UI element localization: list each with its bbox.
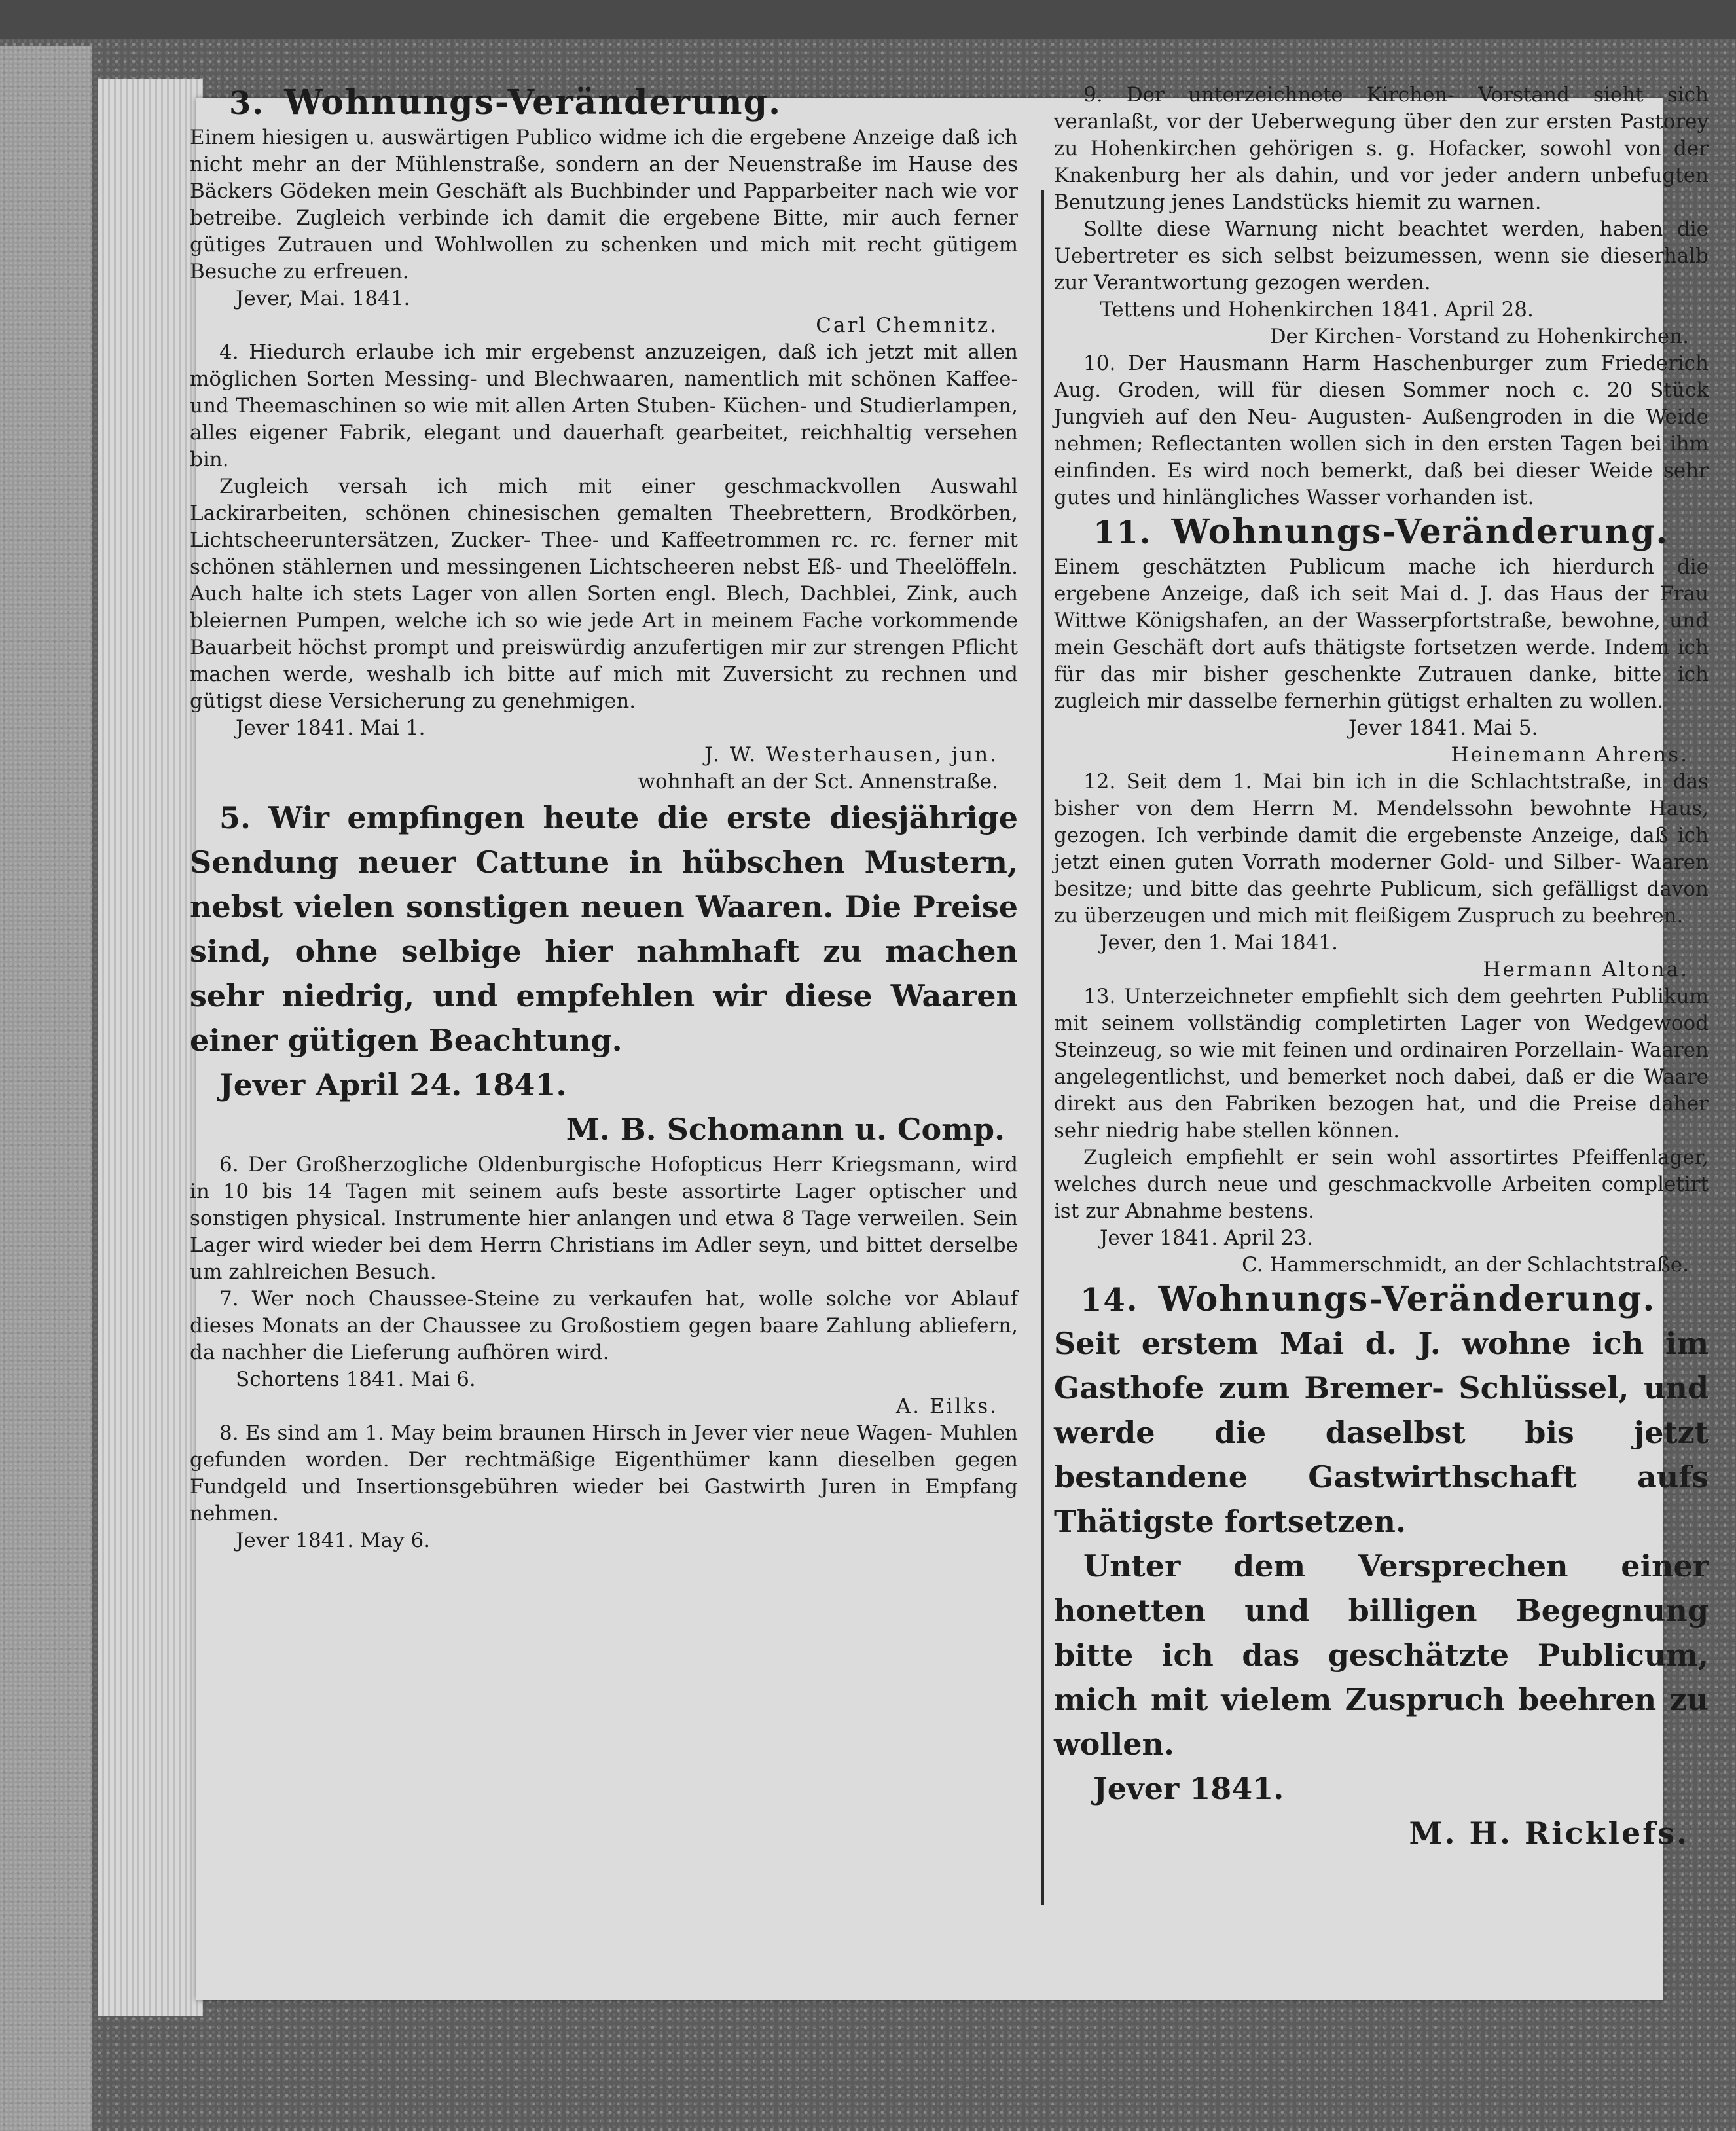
ad-7-place: Schortens 1841. Mai 6. <box>236 1368 476 1391</box>
ad-3-number: 3. <box>229 85 265 122</box>
ad-10-text: 10. Der Hausmann Harm Haschenburger zum Friederich Aug. Groden, will für diesen Sommer noch c. 20 Stück Jungvieh auf den Neu- Augusten- Außengroden in die Weide nehmen; Reflectanten wollen sich in den ersten Tagen bei ihm einfinden. Es wird noch bemerkt, daß bei dieser Weide sehr gutes und hinlängliches Wasser vorhanden ist. <box>1054 352 1709 509</box>
ad-8 <box>190 1420 1018 1554</box>
ad-14-title: Wohnungs-Veränderung. <box>1158 1279 1656 1319</box>
ad-11-signature: Heinemann Ahrens. <box>1451 743 1689 767</box>
ad-7-signature: A. Eilks. <box>895 1394 998 1418</box>
ad-12-text: 12. Seit dem 1. Mai bin ich in die Schlachtstraße, in das bisher von dem Herrn M. Mendelssohn bewohnte Haus, gezogen. Ich verbinde damit die ergebenste Anzeige, daß ich jetzt einen guten Vorrath moderner Gold- und Silber- Waaren besitze; und bitte das geehrte Publicum, sich gefälligst davon zu überzeugen und mich mit fleißigem Zuspruch zu beehren. <box>1054 770 1709 928</box>
ad-7-text: 7. Wer noch Chaussee-Steine zu verkaufen hat, wolle solche vor Ablauf dieses Monats an der Chaussee zu Großostiem gegen baare Zahlung abliefern, da nachher die Lieferung aufhören wird. <box>190 1287 1018 1364</box>
ad-6-text: 6. Der Großherzogliche Oldenburgische Hofopticus Herr Kriegsmann, wird in 10 bis 14 Tagen mit seinem aufs beste assortirte Lager optischer und sonstigen physical. Instrumente hier anlangen und etwa 8 Tage verweilen. Sein Lager wird wieder bei dem Herrn Christians im Adler seyn, und bittet derselbe um zahlreichen Besuch. <box>190 1153 1018 1284</box>
ad-11-text: Einem geschätzten Publicum mache ich hierdurch die ergebene Anzeige, daß ich seit Mai d. J. das Haus der Frau Wittwe Königshafen, an der Wasserpfortstraße, bewohne, und mein Geschäft dort aufs thätigste fortsetzen werde. Indem ich für das mir bisher geschenkte Zutrauen danke, bitte ich zugleich mir dasselbe fernerhin gütigst erhalten zu wollen. <box>1054 555 1709 713</box>
ad-10 <box>1054 350 1709 511</box>
right-column <box>1054 82 1709 1855</box>
ad-13-text-1: 13. Unterzeichneter empfiehlt sich dem geehrten Publikum mit seinem vollständig completirten Lager von Wedgewood Steinzeug, so wie mit feinen und ordinairen Porzellain- Waaren angelegentlichst, und bemerket noch dabei, daß er die Waare direkt aus den Fabriken bezogen hat, und die Preise daher sehr niedrig habe stellen können. <box>1054 985 1709 1142</box>
ad-9 <box>1054 82 1709 350</box>
ad-4-address: wohnhaft an der Sct. Annenstraße. <box>638 770 998 793</box>
column-rule <box>1041 190 1044 1905</box>
ad-9-place: Tettens und Hohenkirchen 1841. April 28. <box>1100 298 1534 321</box>
ad-3-place: Jever, Mai. 1841. <box>236 287 410 310</box>
ad-8-text: 8. Es sind am 1. May beim braunen Hirsch in Jever vier neue Wagen- Muhlen gefunden worden. Der rechtmäßige Eigenthümer kann dieselben gegen Fundgeld und Insertionsgebühren wieder bei Gastwirth Juren in Empfang nehmen. <box>190 1421 1018 1525</box>
book-spine-strip <box>0 46 92 2131</box>
ad-3-signature: Carl Chemnitz. <box>816 314 998 337</box>
left-column <box>190 82 1018 1554</box>
page-edges <box>98 79 203 2016</box>
ad-13-text-2: Zugleich empfiehlt er sein wohl assortirtes Pfeiffenlager, welches durch neue und geschmackvolle Arbeiten completirt ist zur Abnahme bestens. <box>1054 1146 1709 1223</box>
ad-11 <box>1054 511 1709 769</box>
ad-4-text-1: 4. Hiedurch erlaube ich mir ergebenst anzuzeigen, daß ich jetzt mit allen möglichen Sorten Messing- und Blechwaaren, namentlich mit schönen Kaffee- und Theemaschinen so wie mit allen Arten Stuben- Küchen- und Studierlampen, alles eigener Fabrik, elegant und dauerhaft gearbeitet, reichhaltig versehen bin. <box>190 340 1018 471</box>
ad-13-place: Jever 1841. April 23. <box>1100 1226 1313 1250</box>
ad-12-place: Jever, den 1. Mai 1841. <box>1100 931 1338 955</box>
ad-4-signature: J. W. Westerhausen, jun. <box>704 743 998 767</box>
ad-5 <box>190 795 1018 1152</box>
ad-14-place: Jever 1841. <box>1093 1771 1284 1806</box>
ad-12-signature: Hermann Altona. <box>1483 958 1689 981</box>
ad-9-signature: Der Kirchen- Vorstand zu Hohenkirchen. <box>1269 325 1689 348</box>
ad-14-text-1: Seit erstem Mai d. J. wohne ich im Gasthofe zum Bremer- Schlüssel, und werde die daselbst bis jetzt bestandene Gastwirthschaft aufs Thätigste fortsetzen. <box>1054 1326 1709 1539</box>
ad-3-heading <box>190 82 1018 124</box>
ad-7 <box>190 1286 1018 1420</box>
ad-14-text-2: Unter dem Versprechen einer honetten und billigen Begegnung bitte ich das geschätzte Publicum, mich mit vielem Zuspruch beehren zu wollen. <box>1054 1548 1709 1762</box>
ad-13-signature: C. Hammerschmidt, an der Schlachtstraße. <box>1242 1253 1689 1277</box>
ad-11-title: Wohnungs-Veränderung. <box>1171 512 1669 552</box>
ad-11-heading <box>1054 511 1709 554</box>
ad-6 <box>190 1152 1018 1286</box>
ad-4 <box>190 339 1018 795</box>
ad-14 <box>1054 1279 1709 1855</box>
ad-12 <box>1054 769 1709 983</box>
ad-3-title: Wohnungs-Veränderung. <box>284 82 782 122</box>
ad-8-place: Jever 1841. May 6. <box>236 1529 431 1552</box>
ad-5-place: Jever April 24. 1841. <box>219 1067 567 1102</box>
ad-4-place: Jever 1841. Mai 1. <box>236 716 425 740</box>
ad-11-place: Jever 1841. Mai 5. <box>1348 716 1538 740</box>
ad-14-number: 14. <box>1080 1282 1139 1319</box>
ad-11-number: 11. <box>1093 515 1152 551</box>
ad-14-signature: M. H. Ricklefs. <box>1409 1815 1689 1851</box>
ad-5-text: 5. Wir empfingen heute die erste diesjährige Sendung neuer Cattune in hübschen Mustern, nebst vielen sonstigen neuen Waaren. Die Preise sind, ohne selbige hier nahmhaft zu machen sehr niedrig, und empfehlen wir diese Waaren einer gütigen Beachtung. <box>190 800 1018 1058</box>
ad-13 <box>1054 983 1709 1279</box>
ad-3 <box>190 82 1018 339</box>
ad-9-text-1: 9. Der unterzeichnete Kirchen- Vorstand sieht sich veranlaßt, vor der Ueberwegung über den zur ersten Pastorey zu Hohenkirchen gehörigen s. g. Hofacker, sowohl von der Knakenburg her als dahin, und vor jeder andern unbefugten Benutzung jenes Landstücks hiemit zu warnen. <box>1054 83 1709 214</box>
ad-3-text: Einem hiesigen u. auswärtigen Publico widme ich die ergebene Anzeige daß ich nicht mehr an der Mühlenstraße, sondern an der Neuenstraße im Hause des Bäckers Gödeken mein Geschäft als Buchbinder und Papparbeiter nach wie vor betreibe. Zugleich verbinde ich damit die ergebene Bitte, mir auch ferner gütiges Zutrauen und Wohlwollen zu schenken und mich mit recht gütigem Besuche zu erfreuen. <box>190 126 1018 283</box>
ad-5-signature: M. B. Schomann u. Comp. <box>566 1112 1005 1147</box>
ad-4-text-2: Zugleich versah ich mich mit einer geschmackvollen Auswahl Lackirarbeiten, schönen chinesischen gemalten Theebrettern, Brodkörben, Lichtscheeruntersätzen, Zucker- Thee- und Kaffeetrommen rc. rc. ferner mit schönen stählernen und messingenen Lichtscheeren nebst Eß- und Theelöffeln. Auch halte ich stets Lager von allen Sorten engl. Blech, Dachblei, Zink, auch bleiernen Pumpen, welche ich so wie jede Art in meinem Fache vorkommende Bauarbeit höchst prompt und preiswürdig anzufertigen mir zur strengen Pflicht machen werde, weshalb ich bitte auf mich mit Zuversicht zu rechnen und gütigst diese Versicherung zu genehmigen. <box>190 475 1018 713</box>
ad-14-heading <box>1054 1279 1709 1321</box>
ad-9-text-2: Sollte diese Warnung nicht beachtet werden, haben die Uebertreter es sich selbst beizumessen, wenn sie dieserhalb zur Verantwortung gezogen werden. <box>1054 217 1709 295</box>
